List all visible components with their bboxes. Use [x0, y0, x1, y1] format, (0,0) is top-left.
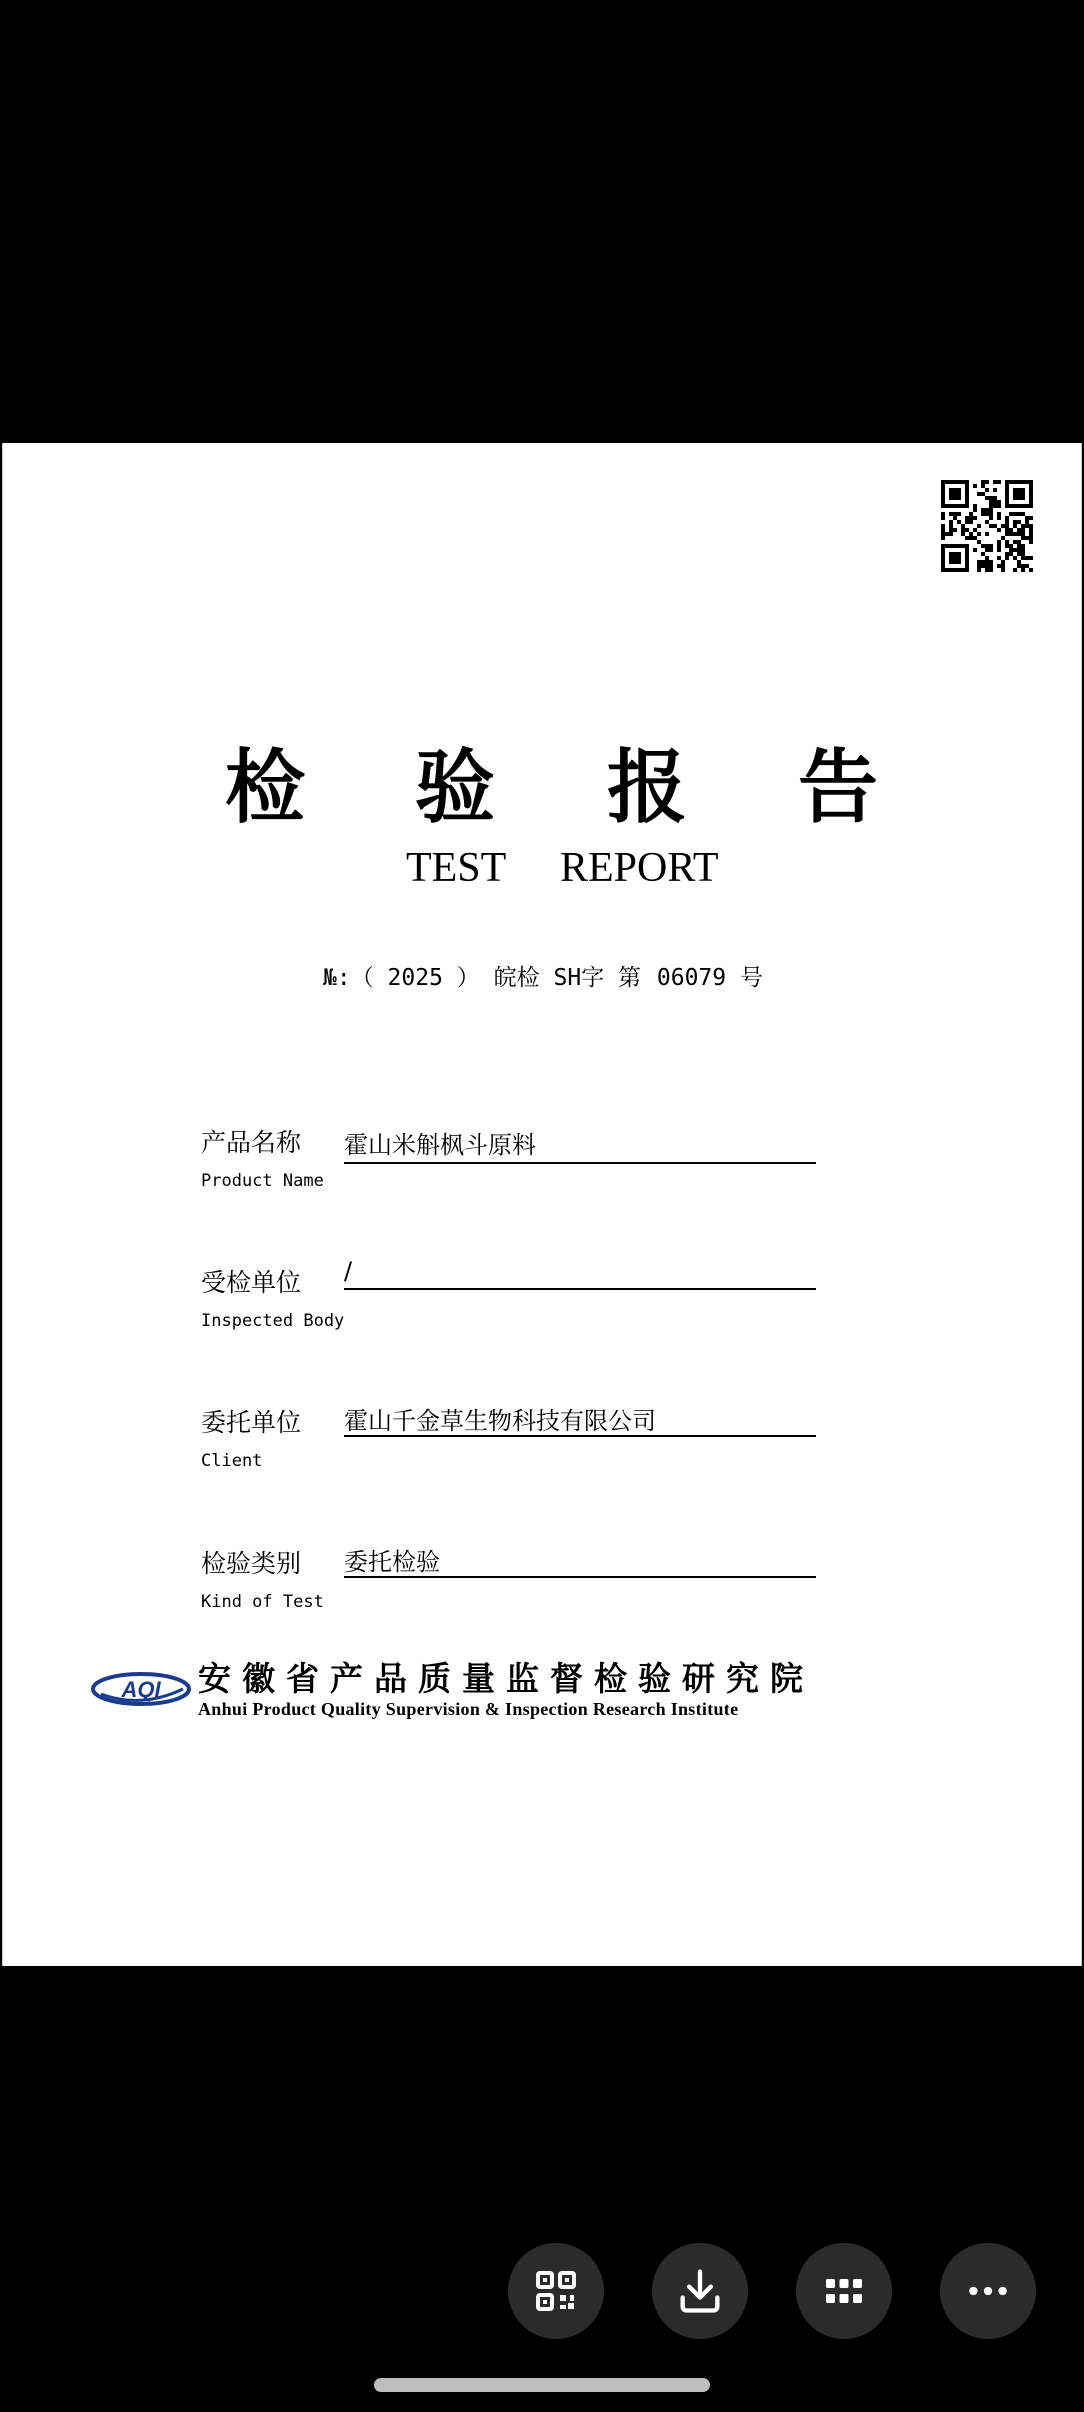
aqi-logo-icon [91, 1667, 191, 1711]
field-label-cn: 受检单位 [201, 1268, 302, 1297]
document-page[interactable] [2, 443, 1082, 1966]
field-value: 霍山千金草生物科技有限公司 [344, 1407, 656, 1435]
home-indicator[interactable] [374, 2378, 710, 2392]
organization-name-cn: 安徽省产品质量监督检验研究院 [198, 1659, 814, 1698]
title-word: TEST [406, 845, 507, 891]
field-client [199, 1403, 819, 1483]
field-label-cn: 产品名称 [201, 1128, 302, 1157]
field-label-cn: 检验类别 [201, 1549, 302, 1578]
qr-code-button[interactable] [508, 2243, 604, 2339]
report-number-suffix: 号 [739, 965, 763, 991]
report-number-prefix: №:（ 2025 ） 皖检 SH字 第 [323, 965, 642, 991]
organization-block [91, 1653, 991, 1733]
field-underline [344, 1288, 816, 1290]
field-label-cn: 委托单位 [201, 1408, 302, 1437]
title-char: 检 [225, 741, 305, 834]
field-inspected-body [199, 1257, 819, 1343]
download-icon [674, 2265, 726, 2317]
field-label-en: Inspected Body [201, 1311, 345, 1331]
field-underline [344, 1435, 816, 1437]
field-underline [344, 1162, 816, 1164]
report-title-en [3, 838, 1083, 898]
field-underline [344, 1576, 816, 1578]
report-number-value: 06079 [656, 965, 727, 991]
field-kind-of-test [199, 1544, 819, 1624]
organization-name-en: Anhui Product Quality Supervision & Inspection Research Institute [198, 1699, 739, 1719]
title-char: 报 [607, 741, 687, 834]
field-value: 霍山米斛枫斗原料 [344, 1131, 536, 1159]
field-label-en: Kind of Test [201, 1592, 324, 1612]
title-char: 告 [798, 741, 878, 834]
title-char: 验 [415, 741, 495, 834]
grid-icon [820, 2267, 868, 2315]
download-button[interactable] [652, 2243, 748, 2339]
field-label-en: Client [201, 1451, 263, 1471]
field-product-name [199, 1123, 819, 1203]
qr-code-icon [532, 2267, 580, 2315]
more-button[interactable] [940, 2243, 1036, 2339]
more-horizontal-icon [963, 2266, 1013, 2316]
report-number [3, 959, 1083, 992]
logo-text: AQI [121, 1677, 161, 1702]
bottom-toolbar [0, 2243, 1084, 2339]
field-value: 委托检验 [344, 1548, 440, 1576]
apps-button[interactable] [796, 2243, 892, 2339]
title-word: REPORT [560, 845, 719, 891]
report-title-cn [3, 733, 1083, 843]
field-label-en: Product Name [201, 1171, 324, 1191]
qr-code-icon [941, 480, 1033, 572]
field-value: / [344, 1257, 353, 1285]
